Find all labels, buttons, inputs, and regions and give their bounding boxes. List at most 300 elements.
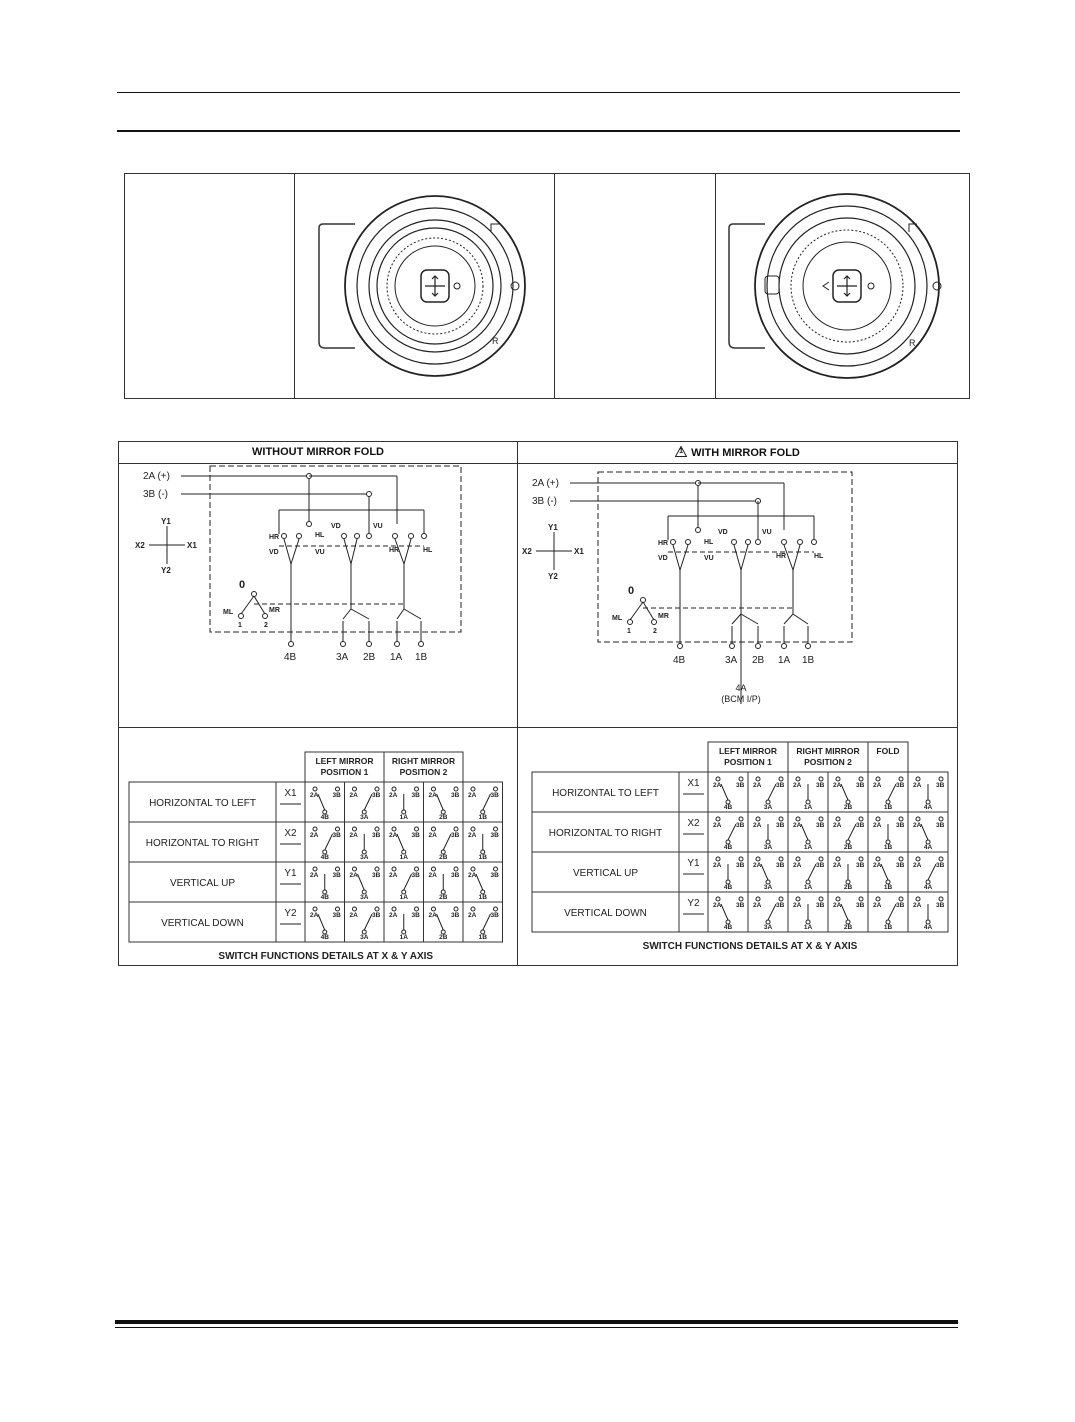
cell-contact: [859, 817, 863, 821]
cell-contact: [415, 787, 419, 791]
contact-hl: HL: [315, 532, 325, 539]
cell-contact: [494, 787, 498, 791]
cell-pin-bottom: 1A: [399, 814, 408, 821]
contact-hl-2: HL: [423, 547, 433, 554]
cell-contact: [415, 907, 419, 911]
cell-switch: [768, 904, 776, 920]
cell-contact: [336, 907, 340, 911]
cell-contact: [899, 777, 903, 781]
cell-pin-top: 2A: [310, 872, 319, 879]
cell-contact: [471, 827, 475, 831]
row-axis-label: Y1: [687, 858, 700, 869]
cell-contact: [392, 827, 396, 831]
cell-pin-top: 2A: [468, 912, 477, 919]
cell-pin-bottom: 1A: [803, 884, 813, 891]
cell-switch: [358, 874, 365, 890]
warning-triangle-icon: [675, 446, 687, 457]
cell-switch: [888, 784, 896, 800]
cell-pin-bottom: 1B: [478, 934, 487, 941]
cell-contact: [939, 777, 943, 781]
table-header-text: POSITION 2: [804, 757, 852, 767]
contact-vu-2: VU: [762, 529, 772, 536]
cell-pin-bottom: 1B: [883, 804, 893, 811]
supply-negative-label: 3B (-): [532, 496, 557, 507]
pin-1a: 1A: [390, 652, 403, 663]
cell-pin-top: 2A: [873, 822, 882, 829]
cell-contact: [876, 817, 880, 821]
supply-positive-label: 2A (+): [143, 471, 170, 482]
cell-pin-bottom: 2B: [843, 804, 853, 811]
cell-pin-top: 2A: [349, 792, 358, 799]
cell-pin-top: 3B: [372, 872, 381, 879]
cell-pin-top: 3B: [736, 822, 745, 829]
cell-switch: [928, 864, 936, 880]
cell-pin-bottom: 4B: [723, 844, 733, 851]
cell-contact: [454, 867, 458, 871]
cell-contact: [836, 817, 840, 821]
cell-pin-top: 2A: [913, 782, 922, 789]
selector-ml: ML: [612, 615, 623, 622]
contact-vd-2: VD: [718, 529, 728, 536]
cell-pin-top: 3B: [332, 832, 341, 839]
cell-pin-bottom: 3A: [360, 894, 369, 901]
cell-pin-top: 3B: [856, 862, 865, 869]
cell-pin-top: 2A: [913, 902, 922, 909]
cell-pin-bottom: 4B: [723, 924, 733, 931]
cell-contact: [353, 867, 357, 871]
table-header-text: FOLD: [876, 746, 900, 756]
cell-pin-top: 3B: [372, 912, 381, 919]
contact-hr: HR: [658, 540, 669, 547]
selector-mr: MR: [269, 607, 280, 614]
cell-contact: [432, 907, 436, 911]
cell-contact: [796, 897, 800, 901]
cell-pin-top: 2A: [713, 862, 722, 869]
cell-contact: [432, 787, 436, 791]
cell-pin-top: 3B: [816, 822, 825, 829]
axis-cross-icon: [149, 526, 185, 564]
cell-pin-bottom: 4B: [320, 894, 329, 901]
right-diagram-title: WITH MIRROR FOLD: [691, 447, 800, 459]
left-switch-function-table: [119, 728, 517, 964]
axis-x2: X2: [135, 541, 145, 550]
selector-one: 1: [238, 622, 242, 629]
selector-two: 2: [653, 628, 657, 635]
axis-y2: Y2: [548, 572, 558, 581]
right-switch-function-table: [518, 728, 957, 964]
cell-contact: [899, 897, 903, 901]
row-function-label: HORIZONTAL TO LEFT: [149, 798, 256, 809]
cell-contact: [739, 897, 743, 901]
cell-pin-bottom: 4B: [723, 804, 733, 811]
cell-pin-top: 2A: [873, 862, 882, 869]
cell-contact: [779, 817, 783, 821]
cell-contact: [392, 907, 396, 911]
cell-switch: [721, 784, 728, 800]
cell-contact: [716, 777, 720, 781]
cell-pin-top: 2A: [913, 822, 922, 829]
contact-hr-2: HR: [389, 547, 400, 554]
cell-pin-top: 3B: [490, 792, 499, 799]
cell-contact: [392, 787, 396, 791]
cell-pin-bottom: 2B: [439, 894, 448, 901]
cell-switch: [443, 834, 451, 850]
cell-contact: [916, 897, 920, 901]
cell-pin-top: 2A: [468, 832, 477, 839]
cell-switch: [841, 784, 848, 800]
cell-contact: [313, 867, 317, 871]
cell-contact: [876, 777, 880, 781]
cell-pin-bottom: 1B: [883, 924, 893, 931]
pin-4b: 4B: [673, 655, 686, 666]
cell-pin-bottom: 3A: [360, 814, 369, 821]
cell-pin-top: 2A: [428, 792, 437, 799]
cell-contact: [471, 907, 475, 911]
table-header-text: POSITION 1: [724, 757, 772, 767]
cell-pin-top: 2A: [389, 872, 398, 879]
cell-switch: [318, 914, 325, 930]
cell-switch: [404, 874, 412, 890]
axis-x1: X1: [574, 547, 584, 556]
cell-pin-top: 3B: [896, 782, 905, 789]
table-caption: SWITCH FUNCTIONS DETAILS AT X & Y AXIS: [218, 951, 434, 962]
cell-contact: [796, 777, 800, 781]
cell-contact: [336, 867, 340, 871]
cell-pin-top: 3B: [411, 792, 420, 799]
table-header-text: RIGHT MIRROR: [391, 756, 456, 766]
cell-pin-top: 2A: [349, 912, 358, 919]
cell-pin-top: 3B: [936, 822, 945, 829]
cell-pin-top: 2A: [428, 872, 437, 879]
cell-contact: [859, 857, 863, 861]
cell-pin-top: 2A: [833, 822, 842, 829]
cell-pin-top: 2A: [713, 822, 722, 829]
cell-pin-bottom: 1B: [478, 894, 487, 901]
cell-pin-bottom: 1B: [478, 854, 487, 861]
cell-pin-top: 3B: [332, 872, 341, 879]
cell-pin-bottom: 3A: [763, 884, 773, 891]
contact-vd-2: VD: [331, 523, 341, 530]
knob-fold-code-label: R: [909, 338, 916, 348]
row-function-label: HORIZONTAL TO RIGHT: [548, 828, 663, 839]
cell-contact: [313, 827, 317, 831]
cell-pin-top: 2A: [468, 792, 477, 799]
cell-pin-bottom: 1B: [478, 814, 487, 821]
cell-pin-top: 3B: [816, 782, 825, 789]
cell-pin-bottom: 4A: [923, 804, 933, 811]
right-diagram-title-wrap: [518, 446, 957, 459]
cell-contact: [819, 777, 823, 781]
pin-3a: 3A: [725, 655, 738, 666]
left-diagram-title: WITHOUT MIRROR FOLD: [252, 446, 384, 458]
cell-pin-bottom: 4A: [923, 884, 933, 891]
table-header-text: LEFT MIRROR: [718, 746, 778, 756]
cell-contact: [336, 827, 340, 831]
cell-pin-top: 3B: [490, 832, 499, 839]
cell-switch: [325, 834, 333, 850]
cell-pin-top: 2A: [389, 912, 398, 919]
cell-pin-bottom: 1A: [399, 894, 408, 901]
cell-pin-top: 3B: [936, 782, 945, 789]
cell-contact: [859, 897, 863, 901]
pin-1b: 1B: [415, 652, 428, 663]
cell-switch: [364, 914, 372, 930]
row-axis-label: X2: [284, 828, 297, 839]
cell-contact: [353, 827, 357, 831]
cell-switch: [761, 864, 768, 880]
mirror-fold-switch-knob-image: [725, 182, 970, 392]
contact-vd: VD: [269, 549, 279, 556]
cell-pin-top: 2A: [753, 822, 762, 829]
cell-switch: [483, 794, 491, 810]
cell-contact: [796, 817, 800, 821]
cell-pin-top: 2A: [389, 792, 398, 799]
cell-pin-top: 3B: [776, 902, 785, 909]
cell-contact: [494, 827, 498, 831]
cell-contact: [313, 907, 317, 911]
cell-switch: [397, 834, 404, 850]
contact-vu: VU: [315, 549, 325, 556]
row-function-label: VERTICAL UP: [169, 878, 236, 889]
cell-pin-bottom: 3A: [763, 804, 773, 811]
cell-pin-bottom: 2B: [843, 884, 853, 891]
cell-pin-top: 2A: [793, 782, 802, 789]
warning-number: 1: [679, 448, 684, 455]
cell-contact: [859, 777, 863, 781]
cell-contact: [779, 897, 783, 901]
strip-divider-1: [294, 174, 295, 398]
cell-contact: [415, 827, 419, 831]
contact-hl-2: HL: [814, 553, 824, 560]
mirror-switch-knob-image: [315, 182, 555, 392]
cell-pin-top: 2A: [389, 832, 398, 839]
cell-pin-bottom: 2B: [843, 844, 853, 851]
cell-contact: [375, 827, 379, 831]
cell-switch: [728, 824, 736, 840]
cell-pin-bottom: 4B: [320, 934, 329, 941]
cell-contact: [779, 777, 783, 781]
cell-contact: [756, 857, 760, 861]
cell-pin-top: 3B: [816, 862, 825, 869]
knob-code-label: R: [492, 336, 499, 346]
cell-switch: [888, 904, 896, 920]
table-header-text: POSITION 2: [399, 767, 448, 777]
cell-contact: [375, 907, 379, 911]
cell-pin-top: 3B: [411, 912, 420, 919]
cell-contact: [756, 777, 760, 781]
cell-switch: [841, 904, 848, 920]
cell-pin-top: 3B: [372, 832, 381, 839]
cell-pin-bottom: 3A: [763, 924, 773, 931]
left-wiring-schematic: [119, 464, 517, 726]
cell-pin-top: 2A: [310, 912, 319, 919]
cell-pin-bottom: 2B: [439, 934, 448, 941]
contact-hr: HR: [269, 534, 280, 541]
cell-contact: [796, 857, 800, 861]
cell-pin-top: 3B: [451, 872, 460, 879]
cell-pin-top: 2A: [873, 902, 882, 909]
cell-contact: [876, 857, 880, 861]
row-axis-label: Y2: [284, 908, 297, 919]
cell-pin-top: 2A: [310, 792, 319, 799]
cell-pin-top: 3B: [490, 872, 499, 879]
cell-pin-bottom: 3A: [763, 844, 773, 851]
axis-y1: Y1: [548, 523, 558, 532]
cell-contact: [756, 817, 760, 821]
cell-pin-top: 3B: [776, 862, 785, 869]
cell-pin-top: 3B: [451, 832, 460, 839]
cell-pin-top: 3B: [451, 912, 460, 919]
cell-switch: [881, 864, 888, 880]
cell-pin-top: 2A: [753, 862, 762, 869]
cell-contact: [471, 867, 475, 871]
cell-pin-top: 2A: [833, 902, 842, 909]
cell-contact: [313, 787, 317, 791]
contact-vu: VU: [704, 555, 714, 562]
cell-contact: [336, 787, 340, 791]
cell-switch: [808, 864, 816, 880]
cell-pin-top: 3B: [896, 862, 905, 869]
selector-ml: ML: [223, 609, 234, 616]
cell-pin-top: 2A: [468, 872, 477, 879]
cell-pin-top: 2A: [713, 782, 722, 789]
cell-pin-top: 2A: [833, 862, 842, 869]
pin-4a-note: (BCM I/P): [721, 694, 761, 704]
cell-pin-bottom: 1A: [803, 844, 813, 851]
cell-pin-top: 3B: [372, 792, 381, 799]
axis-x2: X2: [522, 547, 532, 556]
selector-zero: 0: [239, 579, 246, 591]
cell-contact: [739, 817, 743, 821]
pin-1a: 1A: [778, 655, 791, 666]
cell-pin-top: 3B: [490, 912, 499, 919]
cell-switch: [364, 794, 372, 810]
cell-pin-top: 3B: [856, 782, 865, 789]
cell-contact: [353, 787, 357, 791]
cell-contact: [916, 777, 920, 781]
pin-4a: 4A: [735, 683, 747, 693]
row-axis-label: Y1: [284, 868, 297, 879]
cell-pin-top: 3B: [411, 832, 420, 839]
cell-pin-bottom: 4A: [923, 924, 933, 931]
cell-pin-top: 3B: [332, 912, 341, 919]
cell-switch: [318, 794, 325, 810]
cell-contact: [916, 857, 920, 861]
cell-pin-top: 2A: [793, 902, 802, 909]
cell-pin-bottom: 2B: [439, 854, 448, 861]
cell-switch: [483, 914, 491, 930]
footer-rule-thick: [115, 1320, 958, 1324]
row-function-label: HORIZONTAL TO LEFT: [552, 788, 659, 799]
cell-switch: [848, 824, 856, 840]
cell-pin-bottom: 4A: [923, 844, 933, 851]
table-header-text: LEFT MIRROR: [315, 756, 374, 766]
row-function-label: VERTICAL UP: [572, 868, 639, 879]
footer-rule-thin: [115, 1327, 958, 1328]
selector-one: 1: [627, 628, 631, 635]
cell-contact: [836, 857, 840, 861]
axis-cross-icon: [536, 532, 572, 570]
cell-pin-top: 2A: [753, 782, 762, 789]
cell-contact: [716, 897, 720, 901]
cell-contact: [819, 857, 823, 861]
cell-pin-top: 3B: [936, 862, 945, 869]
cell-contact: [899, 857, 903, 861]
cell-pin-bottom: 1B: [883, 844, 893, 851]
table-caption: SWITCH FUNCTIONS DETAILS AT X & Y AXIS: [642, 941, 858, 952]
cell-switch: [768, 784, 776, 800]
cell-pin-top: 2A: [310, 832, 319, 839]
supply-positive-label: 2A (+): [532, 478, 559, 489]
cell-contact: [432, 827, 436, 831]
cell-contact: [392, 867, 396, 871]
cell-contact: [494, 867, 498, 871]
selector-mr: MR: [658, 613, 669, 620]
cell-contact: [939, 897, 943, 901]
cell-pin-top: 3B: [332, 792, 341, 799]
cell-contact: [494, 907, 498, 911]
cell-contact: [819, 817, 823, 821]
cell-contact: [836, 777, 840, 781]
switch-illustration-strip: [124, 173, 970, 399]
cell-contact: [836, 897, 840, 901]
cell-pin-bottom: 1A: [803, 804, 813, 811]
cell-contact: [899, 817, 903, 821]
cell-pin-top: 3B: [736, 862, 745, 869]
cell-contact: [375, 867, 379, 871]
cell-contact: [432, 867, 436, 871]
cell-pin-top: 3B: [776, 822, 785, 829]
cell-pin-top: 2A: [349, 832, 358, 839]
pin-3a: 3A: [336, 652, 349, 663]
table-header-text: RIGHT MIRROR: [796, 746, 860, 756]
cell-pin-bottom: 2B: [439, 814, 448, 821]
supply-negative-label: 3B (-): [143, 489, 168, 500]
cell-pin-bottom: 2B: [843, 924, 853, 931]
cell-pin-top: 3B: [411, 872, 420, 879]
cell-contact: [375, 787, 379, 791]
cell-contact: [739, 777, 743, 781]
schematic-panel: [118, 441, 958, 966]
cell-contact: [353, 907, 357, 911]
pin-2b: 2B: [752, 655, 765, 666]
cell-switch: [476, 874, 483, 890]
cell-contact: [739, 857, 743, 861]
cell-pin-bottom: 4B: [320, 854, 329, 861]
cell-contact: [716, 857, 720, 861]
cell-contact: [939, 857, 943, 861]
row-axis-label: X1: [284, 788, 297, 799]
cell-pin-bottom: 4B: [320, 814, 329, 821]
right-wiring-schematic: [518, 464, 957, 726]
axis-x1: X1: [187, 541, 197, 550]
cell-contact: [939, 817, 943, 821]
cell-pin-top: 2A: [833, 782, 842, 789]
cell-pin-top: 2A: [349, 872, 358, 879]
cell-pin-bottom: 4B: [723, 884, 733, 891]
cell-switch: [801, 824, 808, 840]
cell-pin-top: 3B: [816, 902, 825, 909]
row-function-label: VERTICAL DOWN: [161, 918, 244, 929]
cell-pin-top: 3B: [896, 822, 905, 829]
header-rule-top: [117, 92, 960, 93]
cell-contact: [756, 897, 760, 901]
cell-pin-bottom: 1A: [399, 854, 408, 861]
cell-pin-top: 2A: [913, 862, 922, 869]
strip-divider-3: [715, 174, 716, 398]
cell-pin-top: 2A: [793, 822, 802, 829]
axis-y1: Y1: [161, 517, 171, 526]
